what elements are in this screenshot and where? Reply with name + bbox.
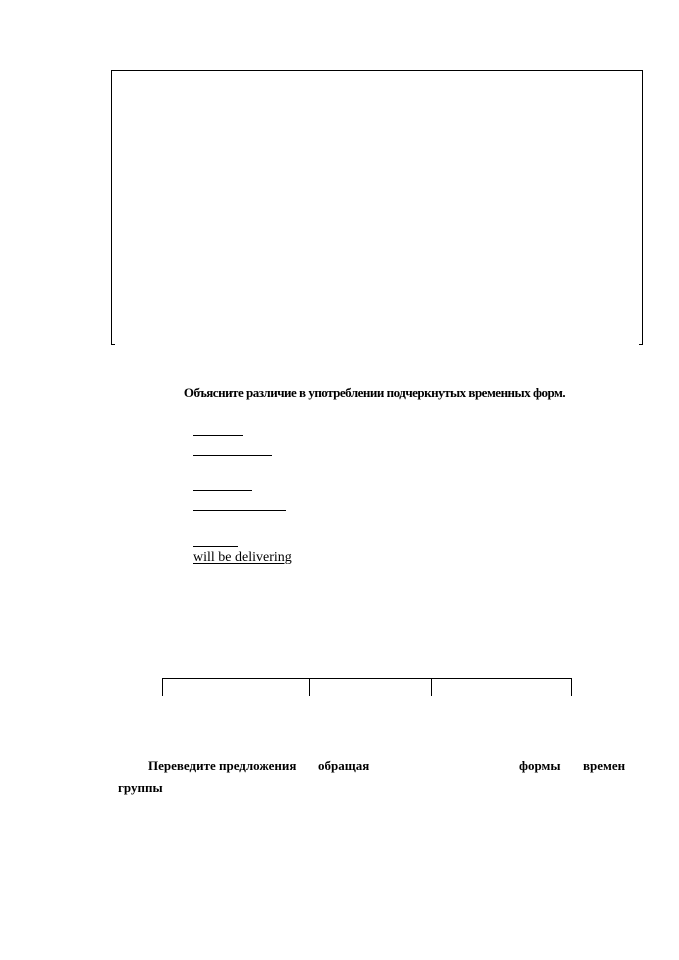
answer-blank-line <box>193 455 272 456</box>
paragraph-text: обращая <box>318 758 370 773</box>
underlined-verb-phrase: will be delivering <box>193 550 292 565</box>
paragraph-line-2: группы <box>118 780 163 795</box>
paragraph-text: формы <box>519 758 561 773</box>
answer-blank-line <box>193 510 286 511</box>
table-column-divider <box>571 678 572 696</box>
frame-corner-right <box>639 344 643 345</box>
table-column-divider <box>431 678 432 696</box>
task-paragraph <box>118 755 638 799</box>
answer-blank-line <box>193 490 252 491</box>
task-heading: Объясните различие в употреблении подчеркнутых временных форм. <box>183 385 566 400</box>
content-frame <box>111 70 643 344</box>
answer-blank-line <box>193 546 238 547</box>
paragraph-text: времен <box>583 758 626 773</box>
paragraph-text: Переведите предложения <box>148 758 297 773</box>
paragraph-line-1 <box>118 755 638 777</box>
answer-blank-line <box>193 435 243 436</box>
table-column-divider <box>309 678 310 696</box>
frame-corner-left <box>111 344 115 345</box>
table-top-border <box>162 678 572 679</box>
table-column-divider <box>162 678 163 696</box>
